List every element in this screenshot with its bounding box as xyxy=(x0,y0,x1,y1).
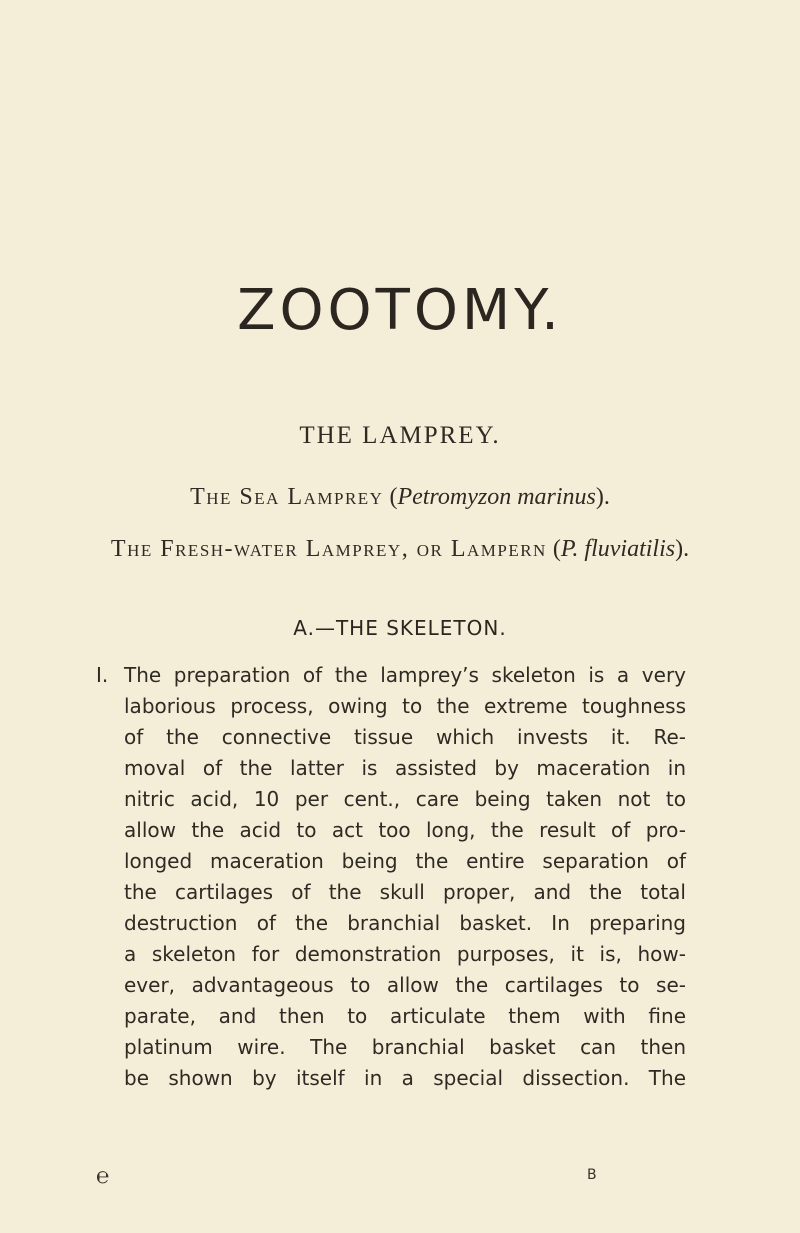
body-line: destruction of the branchial basket. In preparing xyxy=(124,911,686,935)
body-line: moval of the latter is assisted by maceration in xyxy=(124,756,686,780)
species-latin-name: P. fluviatilis xyxy=(560,536,676,562)
body-line: platinum wire. The branchial basket can then xyxy=(124,1035,686,1059)
body-line: allow the acid to act too long, the result of pro- xyxy=(124,818,686,842)
signature-letter: B xyxy=(587,1167,597,1183)
subtitle: THE LAMPREY. xyxy=(299,422,501,449)
species-latin-name: Petromyzon marinus xyxy=(397,484,596,510)
species-line-sea-lamprey xyxy=(0,485,800,509)
body-line: of the connective tissue which invests it. Re- xyxy=(124,725,686,749)
species-common-name: The Sea Lamprey xyxy=(190,484,384,510)
body-line: be shown by itself in a special dissection. The xyxy=(124,1066,686,1090)
species-line-fresh-water-lamprey xyxy=(0,537,800,561)
body-line: the cartilages of the skull proper, and the total xyxy=(124,880,686,904)
body-line: a skeleton for demonstration purposes, it is, how- xyxy=(124,942,686,966)
body-line: parate, and then to articulate them with fine xyxy=(124,1004,686,1028)
paragraph-body xyxy=(124,660,686,1094)
species-open-paren: ( xyxy=(389,484,398,510)
species-common-name: The Fresh-water Lamprey, or Lampern xyxy=(110,536,547,562)
body-line: longed maceration being the entire separation of xyxy=(124,849,686,873)
page-title: ZOOTOMY. xyxy=(237,278,563,343)
body-line: nitric acid, 10 per cent., care being taken not to xyxy=(124,787,686,811)
body-line: ever, advantageous to allow the cartilages to se- xyxy=(124,973,686,997)
printer-signature-mark: ℮ xyxy=(96,1164,110,1189)
body-line: The preparation of the lamprey’s skeleton is a very xyxy=(124,663,686,687)
paragraph-number: I. xyxy=(96,663,109,687)
section-heading: A.—THE SKELETON. xyxy=(293,616,507,640)
species-close-paren: ). xyxy=(675,536,690,562)
body-line: laborious process, owing to the extreme toughness xyxy=(124,694,686,718)
species-open-paren: ( xyxy=(552,536,561,562)
species-close-paren: ). xyxy=(595,484,610,510)
